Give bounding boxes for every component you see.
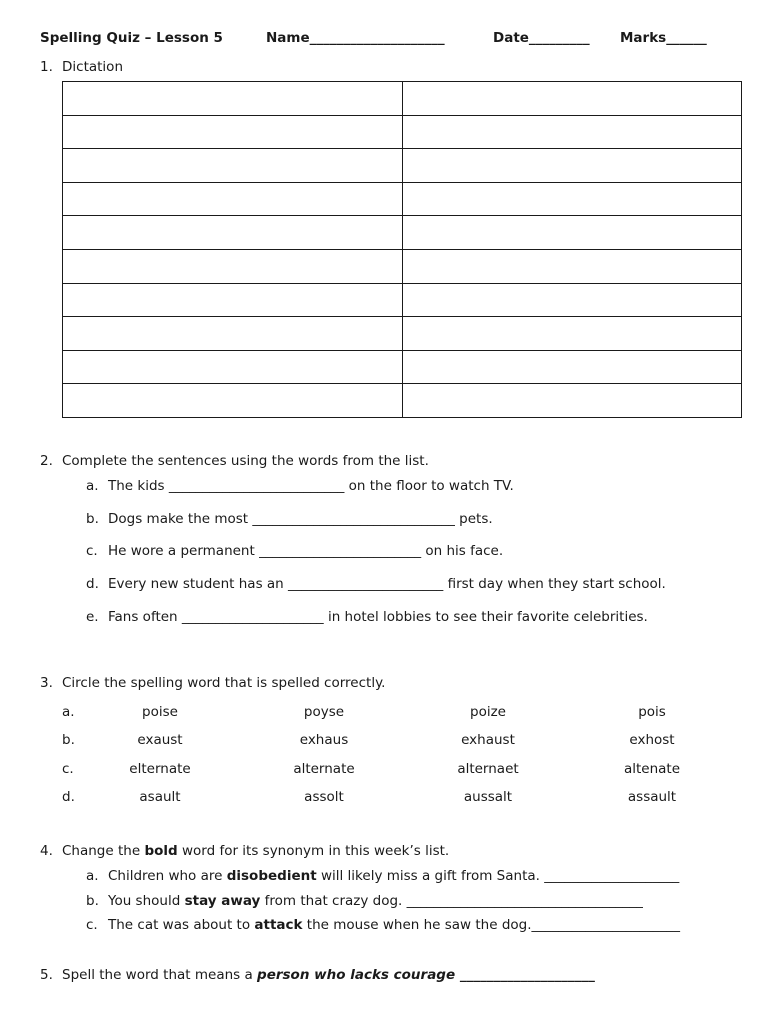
item-letter: d. (86, 576, 99, 592)
dictation-cell[interactable] (63, 216, 403, 250)
word-option[interactable]: asault (139, 789, 181, 805)
item-text-post: will likely miss a gift from Santa. ____________________ (316, 868, 680, 884)
item-letter: b. (86, 893, 99, 909)
question-number: 3. (40, 675, 53, 691)
dictation-cell[interactable] (402, 115, 742, 149)
dictation-cell[interactable] (63, 350, 403, 384)
table-row (63, 182, 742, 216)
item-text-post: from that crazy dog. ___________________________________ (260, 893, 643, 909)
question-3-heading (40, 675, 385, 691)
choice-row (0, 732, 768, 750)
question-1-title: Dictation (62, 59, 123, 75)
word-option[interactable]: elternate (129, 761, 191, 777)
question-number: 4. (40, 843, 53, 859)
dictation-cell[interactable] (402, 249, 742, 283)
list-item (86, 511, 493, 527)
marks-field[interactable] (620, 30, 707, 46)
list-item (86, 609, 648, 625)
question-number: 5. (40, 967, 53, 983)
question-4-title-post: word for its synonym in this week’s list. (177, 843, 450, 859)
item-letter: c. (86, 917, 98, 933)
item-letter: a. (86, 478, 99, 494)
dictation-cell[interactable] (63, 182, 403, 216)
item-letter: b. (86, 511, 99, 527)
date-field[interactable] (493, 30, 590, 46)
date-label: Date_________ (493, 30, 590, 46)
table-row (63, 216, 742, 250)
question-4-title-bold: bold (144, 843, 178, 859)
dictation-cell[interactable] (402, 317, 742, 351)
item-text: Every new student has an _______________________ first day when they start school. (108, 576, 666, 592)
list-item (86, 576, 666, 592)
item-letter: a. (86, 868, 99, 884)
word-option[interactable]: pois (638, 704, 666, 720)
question-5-answer-line[interactable]: ____________________ (455, 967, 595, 983)
question-number: 2. (40, 453, 53, 469)
dictation-cell[interactable] (402, 350, 742, 384)
table-row (63, 149, 742, 183)
row-letter: a. (62, 704, 75, 720)
question-5-heading (40, 967, 595, 983)
word-option[interactable]: exhost (629, 732, 675, 748)
word-option[interactable]: exhaust (461, 732, 515, 748)
table-row (63, 350, 742, 384)
list-item (86, 893, 643, 909)
table-row (63, 317, 742, 351)
item-text-pre: You should (108, 893, 185, 909)
question-3-title: Circle the spelling word that is spelled correctly. (62, 675, 386, 691)
dictation-cell[interactable] (63, 115, 403, 149)
dictation-cell[interactable] (402, 182, 742, 216)
word-option[interactable]: assolt (304, 789, 344, 805)
choice-row (0, 761, 768, 779)
item-letter: c. (86, 543, 98, 559)
item-text-pre: The cat was about to (108, 917, 255, 933)
question-5-text-pre: Spell the word that means a (62, 967, 258, 983)
item-bold-word: disobedient (226, 868, 317, 884)
dictation-cell[interactable] (63, 82, 403, 116)
dictation-cell[interactable] (402, 149, 742, 183)
question-2-title: Complete the sentences using the words from the list. (62, 453, 429, 469)
question-5-bold-phrase: person who lacks courage (257, 967, 456, 983)
list-item (86, 868, 679, 884)
dictation-cell[interactable] (402, 283, 742, 317)
row-letter: b. (62, 732, 75, 748)
table-row (63, 283, 742, 317)
table-row (63, 249, 742, 283)
name-label: Name____________________ (266, 30, 445, 46)
question-4-heading (40, 843, 449, 859)
dictation-cell[interactable] (63, 384, 403, 418)
table-row (63, 115, 742, 149)
word-option[interactable]: exaust (137, 732, 183, 748)
marks-label: Marks______ (620, 30, 707, 46)
word-option[interactable]: poise (142, 704, 178, 720)
question-4-title-pre: Change the (62, 843, 145, 859)
dictation-cell[interactable] (402, 384, 742, 418)
dictation-table (62, 81, 742, 418)
quiz-header (40, 30, 223, 46)
item-letter: e. (86, 609, 99, 625)
item-text-pre: Children who are (108, 868, 227, 884)
dictation-cell[interactable] (63, 283, 403, 317)
choice-row (0, 704, 768, 722)
row-letter: d. (62, 789, 75, 805)
item-bold-word: stay away (184, 893, 261, 909)
dictation-cell[interactable] (63, 249, 403, 283)
list-item (86, 917, 680, 933)
word-option[interactable]: alternate (293, 761, 355, 777)
item-text-post: the mouse when he saw the dog.______________________ (302, 917, 681, 933)
word-option[interactable]: alternaet (457, 761, 519, 777)
table-row (63, 82, 742, 116)
word-option[interactable]: poyse (303, 704, 345, 720)
dictation-cell[interactable] (63, 149, 403, 183)
item-bold-word: attack (254, 917, 303, 933)
question-number: 1. (40, 59, 53, 75)
dictation-cell[interactable] (402, 216, 742, 250)
word-option[interactable]: poize (470, 704, 506, 720)
choice-row (0, 789, 768, 807)
word-option[interactable]: assault (627, 789, 677, 805)
item-text: Fans often _____________________ in hotel lobbies to see their favorite celebrities. (108, 609, 648, 625)
item-text: Dogs make the most ______________________________ pets. (108, 511, 493, 527)
word-option[interactable]: exhaus (299, 732, 349, 748)
word-option[interactable]: aussalt (463, 789, 513, 805)
question-2-heading (40, 453, 429, 469)
name-field[interactable] (266, 30, 445, 46)
item-text: He wore a permanent ________________________ on his face. (108, 543, 504, 559)
word-option[interactable]: altenate (623, 761, 681, 777)
quiz-title: Spelling Quiz – Lesson 5 (40, 30, 223, 46)
list-item (86, 543, 503, 559)
question-1-heading (40, 59, 123, 75)
row-letter: c. (62, 761, 74, 777)
table-row (63, 384, 742, 418)
dictation-cell[interactable] (63, 317, 403, 351)
list-item (86, 478, 514, 494)
item-text: The kids __________________________ on the floor to watch TV. (108, 478, 514, 494)
dictation-cell[interactable] (402, 82, 742, 116)
